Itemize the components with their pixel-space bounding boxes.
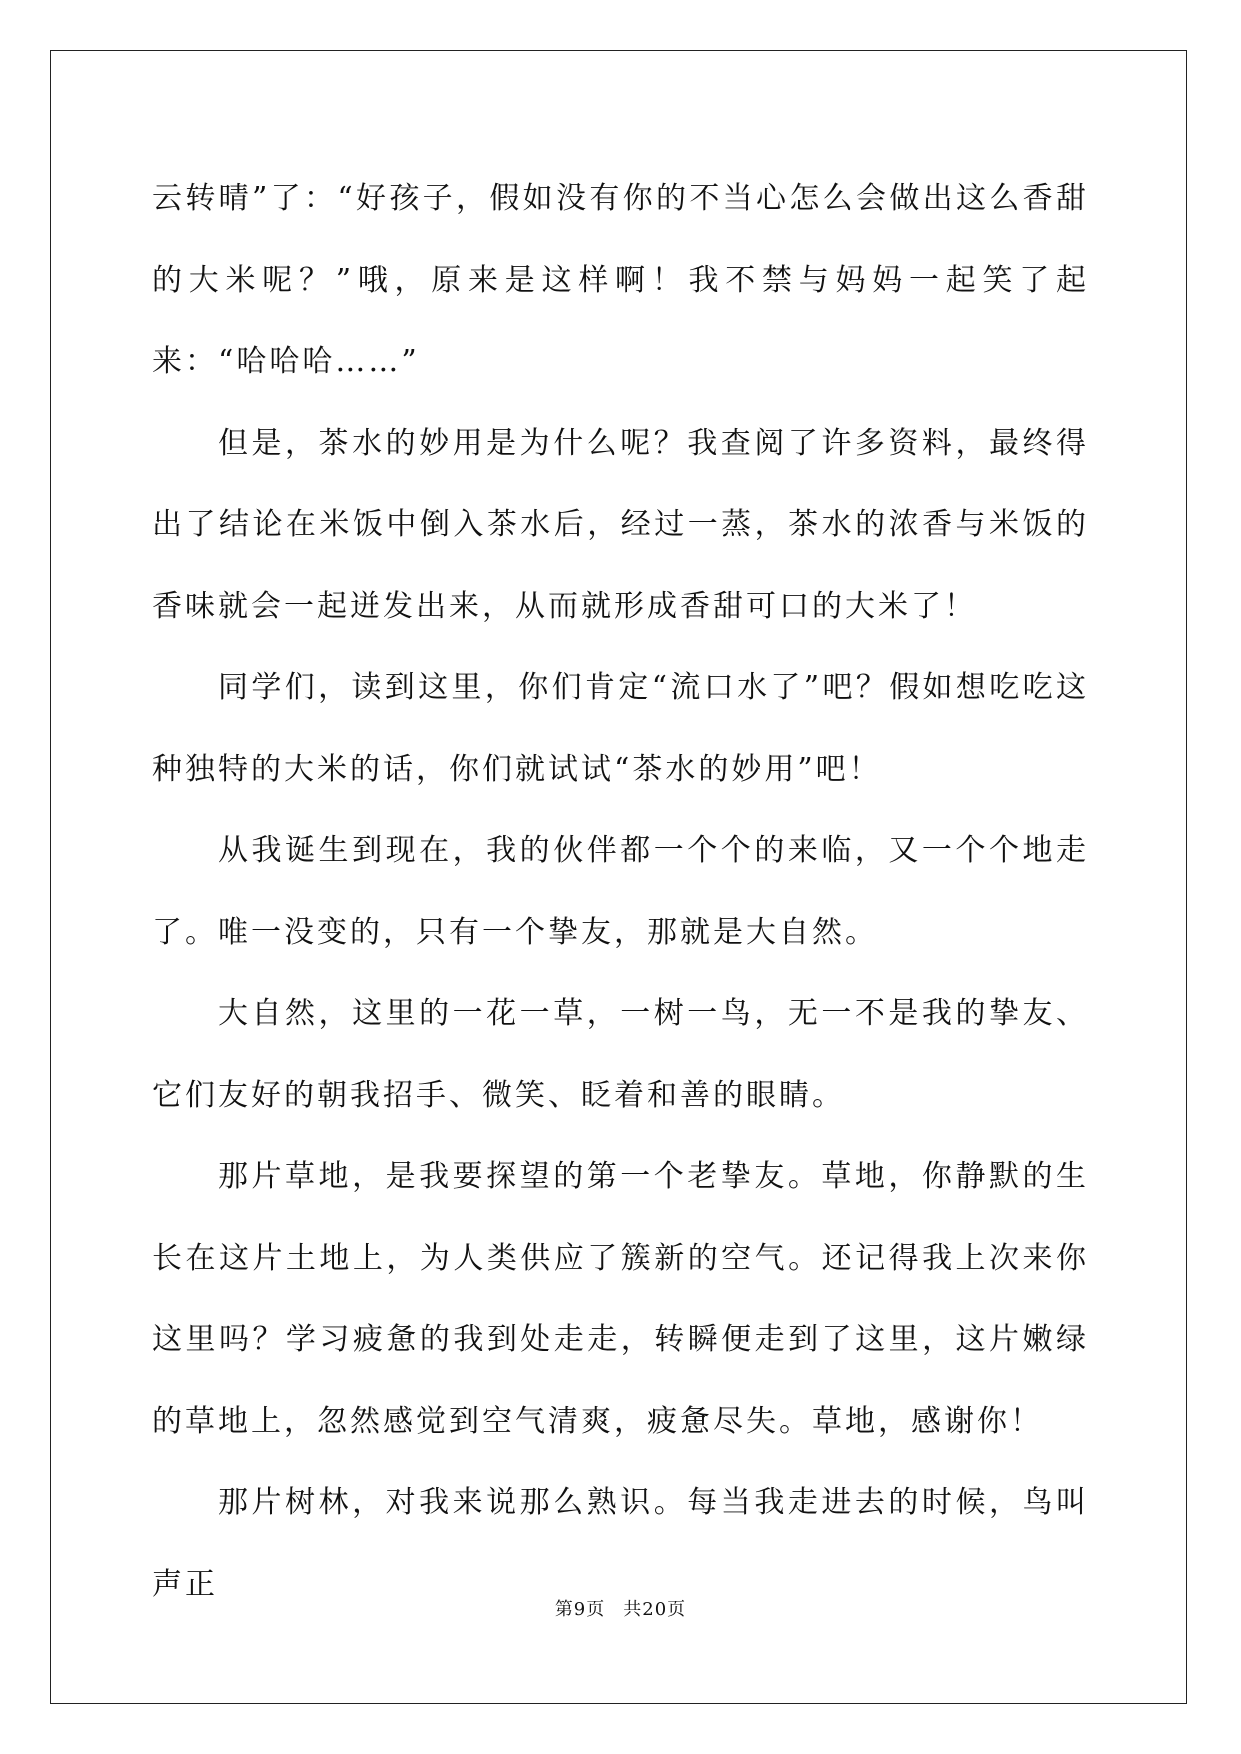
paragraph: 云转晴”了：“好孩子，假如没有你的不当心怎么会做出这么香甜的大米呢？”哦，原来是这样啊！我不禁与妈妈一起笑了起来：“哈哈哈……” (152, 181, 1089, 379)
page-number: 第9页 (554, 1599, 606, 1620)
page-total: 共20页 (623, 1599, 687, 1620)
paragraph: 同学们，读到这里，你们肯定“流口水了”吧？假如想吃吃这种独特的大米的话，你们就试试“茶水的妙用”吧！ (152, 670, 1089, 787)
page-footer (0, 1595, 1241, 1621)
paragraph: 那片草地，是我要探望的第一个老挚友。草地，你静默的生长在这片土地上，为人类供应了簇新的空气。还记得我上次来你这里吗？学习疲惫的我到处走走，转瞬便走到了这里，这片嫩绿的草地上，忽然感觉到空气清爽，疲惫尽失。草地，感谢你！ (152, 1159, 1089, 1439)
document-body (152, 158, 1089, 1625)
paragraph: 那片树林，对我来说那么熟识。每当我走进去的时候，鸟叫声正 (152, 1485, 1089, 1602)
paragraph: 但是，茶水的妙用是为什么呢？我查阅了许多资料，最终得出了结论在米饭中倒入茶水后，经过一蒸，茶水的浓香与米饭的香味就会一起迸发出来，从而就形成香甜可口的大米了！ (152, 425, 1089, 624)
paragraph: 大自然，这里的一花一草，一树一鸟，无一不是我的挚友、它们友好的朝我招手、微笑、眨着和善的眼睛。 (152, 996, 1089, 1113)
paragraph: 从我诞生到现在，我的伙伴都一个个的来临，又一个个地走了。唯一没变的，只有一个挚友，那就是大自然。 (152, 833, 1089, 950)
